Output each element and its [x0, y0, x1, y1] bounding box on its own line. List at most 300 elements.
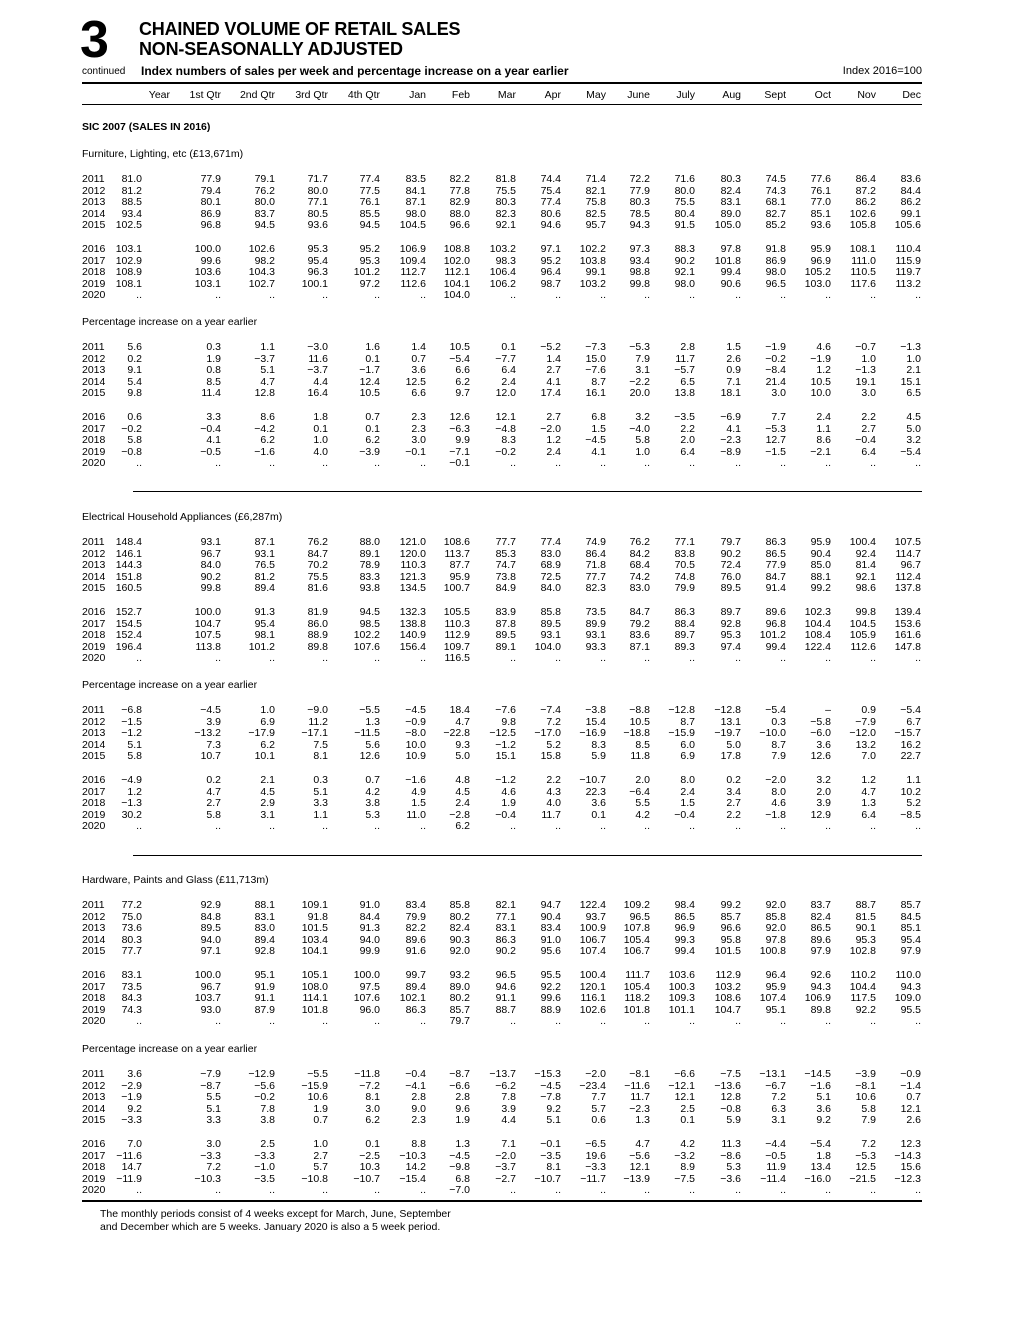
table-cell: 0.1: [365, 422, 380, 435]
table-cell: 0.1: [591, 808, 606, 821]
row-year: 2017: [82, 422, 106, 435]
table-cell: 4.6: [771, 797, 786, 809]
table-cell: ..: [269, 289, 275, 301]
table-cell: 7.9: [635, 352, 650, 365]
table-cell: 76.5: [254, 559, 275, 571]
table-cell: 95.9: [810, 243, 831, 255]
table-cell: 104.0: [443, 289, 470, 301]
table-cell: −12.8: [714, 704, 741, 716]
table-cell: 96.6: [449, 219, 470, 231]
table-cell: 77.4: [540, 196, 561, 208]
table-cell: 3.9: [206, 715, 221, 728]
row-year: 2011: [82, 341, 105, 353]
table-cell: 2.8: [455, 1091, 470, 1103]
table-cell: −1.9: [121, 1091, 142, 1103]
table-cell: 83.3: [359, 570, 380, 583]
table-cell: ..: [136, 289, 142, 301]
table-cell: 6.3: [771, 1102, 786, 1115]
table-cell: 15.6: [900, 1161, 921, 1173]
table-cell: 8.3: [501, 434, 516, 446]
row-year: 2011: [82, 899, 105, 911]
table-cell: ..: [374, 1184, 380, 1196]
table-cell: −11.6: [624, 1079, 650, 1092]
row-year: 2020: [82, 652, 106, 664]
table-cell: 96.9: [674, 922, 695, 934]
table-cell: 99.7: [405, 969, 426, 981]
table-cell: 1.2: [816, 364, 831, 376]
table-cell: 75.5: [495, 184, 516, 197]
table-cell: 110.3: [400, 559, 426, 571]
table-cell: 104.1: [443, 277, 470, 290]
table-cell: 86.3: [405, 1003, 426, 1016]
table-cell: 4.9: [411, 785, 426, 798]
table-cell: −18.8: [623, 727, 650, 739]
table-cell: 73.6: [121, 922, 142, 934]
table-cell: −10.0: [759, 727, 786, 739]
table-cell: ..: [689, 457, 695, 469]
table-cell: 77.5: [359, 184, 380, 197]
table-cell: 98.0: [674, 277, 695, 290]
table-cell: 108.4: [804, 629, 831, 641]
table-cell: 84.7: [307, 547, 328, 560]
table-cell: 1.5: [591, 422, 606, 435]
table-cell: ..: [825, 1184, 831, 1196]
table-cell: 96.5: [629, 910, 650, 923]
table-cell: 8.1: [546, 1161, 561, 1173]
table-cell: 81.6: [307, 582, 328, 594]
table-cell: ..: [825, 1015, 831, 1027]
table-cell: 101.8: [623, 1003, 650, 1016]
table-cell: 3.0: [365, 1102, 380, 1115]
table-cell: ..: [374, 820, 380, 832]
column-header: June: [627, 89, 650, 101]
footnote-line-2: and December which are 5 weeks. January 2020 is also a 5 week period.: [100, 1221, 441, 1233]
table-cell: ..: [215, 652, 221, 664]
table-cell: 97.1: [540, 243, 561, 255]
table-cell: 132.3: [399, 606, 426, 618]
table-cell: 10.5: [449, 341, 470, 353]
table-row: [82, 388, 922, 400]
table-cell: 8.6: [260, 411, 275, 423]
table-cell: ..: [420, 820, 426, 832]
table-cell: 82.7: [765, 207, 786, 220]
table-cell: −21.5: [849, 1172, 876, 1185]
table-cell: 86.5: [810, 922, 831, 934]
table-cell: 112.9: [715, 969, 741, 981]
table-cell: 80.1: [200, 196, 221, 208]
table-cell: 138.8: [399, 617, 426, 630]
table-cell: 109.3: [668, 992, 695, 1004]
table-cell: −7.8: [540, 1091, 561, 1103]
table-cell: 116.1: [580, 992, 606, 1004]
table-cell: 10.0: [810, 387, 831, 399]
table-cell: 5.2: [546, 738, 561, 751]
table-cell: 106.2: [489, 277, 516, 290]
table-cell: 97.1: [200, 945, 221, 957]
table-cell: 5.1: [206, 1102, 221, 1115]
column-header: July: [676, 89, 695, 101]
table-cell: 6.2: [260, 738, 275, 751]
table-cell: 77.1: [495, 910, 516, 923]
table-cell: 2.6: [726, 352, 741, 365]
table-cell: 110.2: [850, 969, 876, 981]
table-cell: 101.8: [301, 1003, 328, 1016]
table-cell: 90.1: [855, 922, 876, 934]
table-cell: 80.3: [495, 196, 516, 208]
table-cell: 105.8: [849, 219, 876, 231]
table-cell: 5.8: [635, 434, 650, 446]
table-cell: 4.1: [591, 445, 606, 458]
table-cell: 97.2: [359, 277, 380, 290]
table-cell: 77.9: [200, 173, 221, 185]
table-cell: 89.5: [540, 617, 561, 630]
index-table-2011-2015: [82, 900, 922, 958]
table-cell: 6.2: [455, 820, 470, 832]
table-cell: 98.1: [254, 629, 275, 641]
table-cell: 77.7: [121, 945, 142, 957]
table-cell: ..: [374, 652, 380, 664]
table-cell: −3.8: [585, 704, 606, 716]
column-header: Year: [148, 89, 170, 101]
table-cell: −4.0: [629, 422, 650, 435]
row-year: 2013: [82, 1091, 106, 1103]
table-cell: 12.6: [810, 750, 831, 762]
table-row: [82, 775, 922, 787]
table-cell: 88.7: [495, 1003, 516, 1016]
section-title: Hardware, Paints and Glass (£11,713m): [82, 874, 269, 886]
table-cell: 11.7: [630, 1091, 650, 1103]
table-cell: ..: [825, 457, 831, 469]
table-cell: 85.7: [449, 1003, 470, 1016]
table-cell: ..: [915, 457, 921, 469]
table-cell: 83.9: [495, 606, 516, 618]
table-cell: 105.9: [849, 629, 876, 641]
table-cell: –: [825, 704, 831, 716]
table-cell: 71.7: [307, 173, 328, 185]
table-cell: 5.9: [591, 750, 606, 762]
table-row: [82, 1185, 922, 1197]
table-cell: 74.7: [495, 559, 516, 571]
table-cell: 8.5: [635, 738, 650, 751]
table-cell: −1.9: [810, 352, 831, 365]
row-year: 2017: [82, 980, 106, 993]
row-year: 2019: [82, 1172, 106, 1185]
table-cell: 0.6: [127, 411, 142, 423]
table-cell: 89.5: [200, 922, 221, 934]
table-cell: 84.2: [629, 547, 650, 560]
percentage-table-2011-2015: [82, 1069, 922, 1127]
table-cell: −10.7: [353, 1172, 380, 1185]
table-cell: 95.9: [765, 980, 786, 993]
table-cell: 5.1: [546, 1114, 561, 1126]
table-cell: 84.0: [200, 559, 221, 571]
table-row: [82, 1016, 922, 1028]
table-row: [82, 279, 922, 291]
table-cell: 148.4: [115, 536, 142, 548]
table-cell: 1.1: [260, 341, 275, 353]
table-cell: 104.0: [534, 640, 561, 653]
table-cell: 0.9: [726, 364, 741, 376]
table-cell: 91.8: [307, 910, 328, 923]
table-cell: ..: [825, 820, 831, 832]
table-row: [82, 607, 922, 619]
table-cell: 82.4: [449, 922, 470, 934]
table-cell: 98.5: [359, 617, 380, 630]
table-cell: 101.2: [248, 640, 275, 653]
table-cell: ..: [689, 1015, 695, 1027]
table-cell: 85.0: [810, 559, 831, 571]
table-cell: 107.4: [579, 945, 606, 957]
table-cell: 22.7: [900, 750, 921, 762]
table-cell: 94.6: [540, 219, 561, 231]
table-cell: 99.9: [359, 945, 380, 957]
table-cell: 106.9: [399, 243, 426, 255]
table-cell: −15.9: [668, 727, 695, 739]
table-cell: ..: [136, 457, 142, 469]
table-cell: −8.1: [855, 1079, 876, 1092]
table-cell: −6.6: [674, 1068, 695, 1080]
table-cell: 100.4: [849, 536, 876, 548]
table-cell: 12.1: [900, 1102, 921, 1115]
table-row: [82, 1174, 922, 1186]
row-year: 2012: [82, 184, 106, 197]
table-cell: 0.7: [906, 1091, 921, 1103]
table-cell: ..: [915, 289, 921, 301]
table-cell: 5.1: [127, 738, 142, 751]
table-cell: 94.3: [810, 980, 831, 993]
row-year: 2011: [82, 704, 105, 716]
table-cell: 82.2: [449, 173, 470, 185]
table-cell: 3.0: [771, 387, 786, 399]
table-cell: 74.9: [585, 536, 606, 548]
table-cell: 134.5: [399, 582, 426, 594]
table-cell: −1.6: [254, 445, 275, 458]
section-separator-2: [133, 855, 922, 856]
table-cell: 104.5: [849, 617, 876, 630]
table-cell: ..: [689, 289, 695, 301]
table-cell: 75.5: [307, 570, 328, 583]
table-cell: ..: [555, 289, 561, 301]
table-cell: 114.7: [895, 547, 921, 560]
table-cell: 5.1: [313, 785, 328, 798]
table-cell: −0.8: [720, 1102, 741, 1115]
table-cell: −13.9: [623, 1172, 650, 1185]
table-cell: 95.3: [855, 933, 876, 946]
table-cell: −0.1: [405, 445, 426, 458]
table-cell: −0.8: [121, 445, 142, 458]
table-cell: ..: [136, 1184, 142, 1196]
table-cell: 97.5: [359, 980, 380, 993]
table-cell: −8.6: [720, 1149, 741, 1162]
table-cell: 92.2: [540, 980, 561, 993]
table-row: [82, 1092, 922, 1104]
table-cell: 152.7: [115, 606, 142, 618]
table-cell: 107.4: [759, 992, 786, 1004]
percentage-table-2016-2020: [82, 775, 922, 833]
table-cell: −22.8: [443, 727, 470, 739]
table-cell: 95.1: [254, 969, 275, 981]
table-cell: 1.3: [455, 1138, 470, 1150]
table-row: [82, 642, 922, 654]
table-cell: 7.1: [726, 375, 741, 388]
table-cell: 11.6: [308, 352, 328, 365]
table-cell: 3.1: [771, 1114, 786, 1126]
table-cell: 8.1: [313, 750, 328, 762]
table-cell: 12.7: [765, 434, 786, 446]
table-cell: 4.8: [455, 774, 470, 786]
table-cell: 76.2: [254, 184, 275, 197]
table-cell: −7.6: [495, 704, 516, 716]
table-cell: −1.5: [765, 445, 786, 458]
column-header: Apr: [544, 89, 561, 101]
table-cell: 2.1: [906, 364, 921, 376]
table-cell: −11.9: [116, 1172, 142, 1185]
table-cell: 99.8: [629, 277, 650, 290]
table-cell: ..: [136, 1015, 142, 1027]
table-cell: 92.2: [855, 1003, 876, 1016]
row-year: 2013: [82, 196, 106, 208]
table-cell: 0.2: [726, 774, 741, 786]
table-cell: −17.9: [248, 727, 275, 739]
table-cell: ..: [915, 1015, 921, 1027]
table-cell: 72.2: [629, 173, 650, 185]
row-year: 2017: [82, 1149, 106, 1162]
table-cell: 89.8: [307, 640, 328, 653]
table-cell: 111.0: [851, 254, 876, 267]
table-cell: 77.4: [359, 173, 380, 185]
table-cell: ..: [600, 1184, 606, 1196]
table-cell: 2.8: [680, 341, 695, 353]
table-cell: −1.7: [359, 364, 380, 376]
table-cell: 103.2: [714, 980, 741, 993]
table-cell: 92.8: [720, 617, 741, 630]
table-cell: 92.1: [674, 266, 695, 278]
table-cell: 104.7: [194, 617, 221, 630]
row-year: 2020: [82, 1015, 106, 1027]
table-cell: 2.2: [680, 422, 695, 435]
table-cell: 8.1: [365, 1091, 380, 1103]
table-cell: 93.8: [359, 582, 380, 594]
table-cell: ..: [600, 457, 606, 469]
table-cell: 77.6: [810, 173, 831, 185]
table-cell: 106.9: [804, 992, 831, 1004]
table-cell: ..: [374, 289, 380, 301]
table-cell: 87.1: [629, 640, 650, 653]
row-year: 2020: [82, 1184, 106, 1196]
table-cell: 4.3: [546, 785, 561, 798]
table-cell: 7.9: [771, 750, 786, 762]
table-cell: 89.6: [405, 933, 426, 946]
table-cell: 99.2: [810, 582, 831, 594]
table-cell: 80.4: [674, 207, 695, 220]
row-year: 2019: [82, 808, 106, 821]
table-cell: −2.8: [449, 808, 470, 821]
row-year: 2011: [82, 536, 105, 548]
table-cell: 103.1: [115, 243, 142, 255]
table-cell: 92.9: [200, 899, 221, 911]
table-cell: 90.6: [720, 277, 741, 290]
table-cell: −14.3: [894, 1149, 921, 1162]
table-cell: 12.3: [900, 1138, 921, 1150]
table-cell: −7.2: [359, 1079, 380, 1092]
table-cell: −4.5: [585, 434, 606, 446]
table-cell: 12.4: [359, 375, 380, 388]
row-year: 2014: [82, 375, 106, 388]
row-year: 2014: [82, 570, 106, 583]
table-cell: 2.2: [861, 411, 876, 423]
table-cell: 94.0: [200, 933, 221, 946]
column-header: May: [586, 89, 606, 101]
row-year: 2019: [82, 277, 106, 290]
table-cell: 3.2: [816, 774, 831, 786]
table-cell: 1.9: [455, 1114, 470, 1126]
table-cell: ..: [555, 1015, 561, 1027]
table-cell: 77.4: [540, 536, 561, 548]
row-year: 2016: [82, 243, 106, 255]
row-year: 2014: [82, 738, 106, 751]
table-cell: −7.7: [495, 352, 516, 365]
table-cell: 7.8: [501, 1091, 516, 1103]
table-cell: 3.0: [411, 434, 426, 446]
table-cell: 107.6: [353, 992, 380, 1004]
table-cell: 3.0: [861, 387, 876, 399]
table-cell: −11.5: [354, 727, 380, 739]
table-row: [82, 1162, 922, 1174]
table-cell: −8.8: [629, 704, 650, 716]
table-cell: 4.5: [455, 785, 470, 798]
table-cell: 0.2: [206, 774, 221, 786]
table-cell: ..: [825, 289, 831, 301]
table-cell: 1.9: [313, 1102, 328, 1115]
table-cell: −1.3: [121, 797, 142, 809]
table-cell: 106.7: [579, 933, 606, 946]
table-cell: 4.1: [546, 375, 561, 388]
table-cell: 2.7: [861, 422, 876, 435]
table-cell: −0.4: [405, 1068, 426, 1080]
table-cell: ..: [215, 457, 221, 469]
table-cell: 114.1: [302, 992, 328, 1004]
table-cell: −3.0: [307, 341, 328, 353]
table-cell: 87.9: [254, 1003, 275, 1016]
table-cell: 108.6: [443, 536, 470, 548]
table-cell: 94.0: [359, 933, 380, 946]
table-row: [82, 1005, 922, 1017]
table-cell: −0.2: [765, 352, 786, 365]
table-cell: 9.8: [501, 715, 516, 728]
table-cell: 30.2: [121, 808, 142, 821]
table-cell: 92.0: [765, 922, 786, 934]
table-cell: ..: [689, 652, 695, 664]
table-cell: −0.4: [495, 808, 516, 821]
table-cell: 5.3: [365, 808, 380, 821]
table-cell: −11.8: [354, 1068, 380, 1080]
row-year: 2014: [82, 933, 106, 946]
table-cell: 88.1: [810, 570, 831, 583]
table-cell: 6.5: [680, 375, 695, 388]
table-cell: 4.0: [313, 445, 328, 458]
table-cell: ..: [780, 457, 786, 469]
table-cell: 85.8: [540, 606, 561, 618]
table-cell: 7.8: [260, 1102, 275, 1115]
table-cell: 70.5: [674, 559, 695, 571]
table-cell: ..: [600, 820, 606, 832]
table-cell: ..: [420, 457, 426, 469]
table-cell: 74.3: [765, 184, 786, 197]
column-header: Nov: [857, 89, 876, 101]
table-cell: −3.3: [200, 1149, 221, 1162]
table-cell: 83.0: [540, 547, 561, 560]
table-cell: 89.7: [720, 606, 741, 618]
